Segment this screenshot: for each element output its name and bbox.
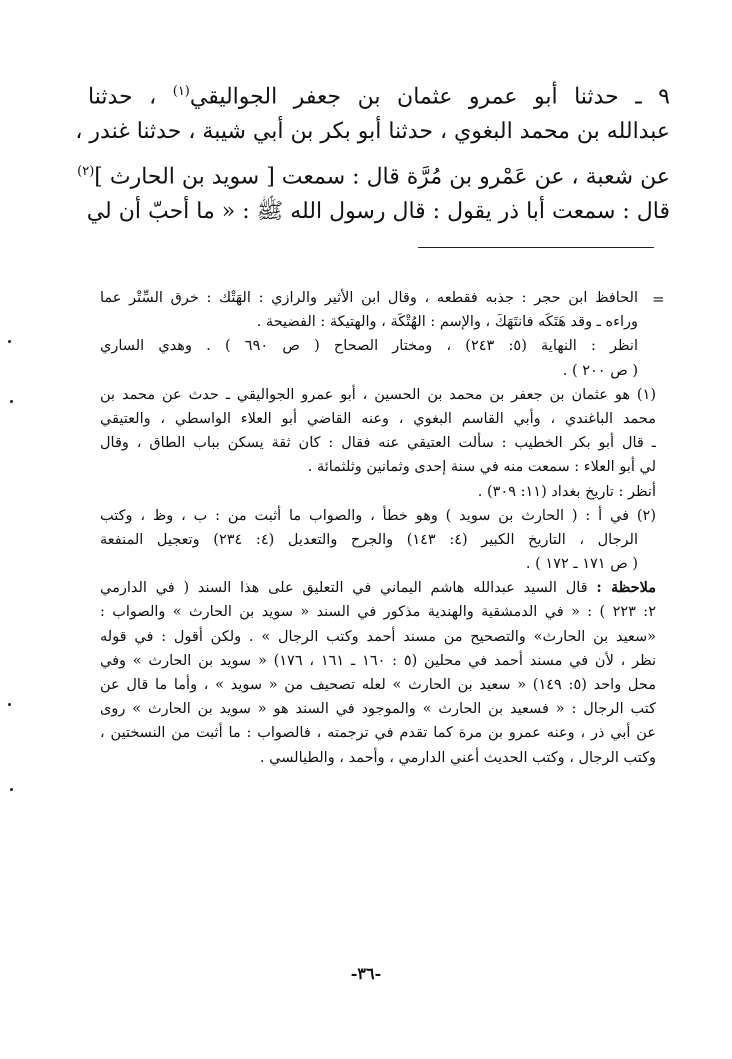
note-line: ملاحظة : قال السيد عبدالله هاشم اليماني في التعليق على هذا السند ( في الدارمي bbox=[100, 579, 656, 597]
footnote-ref-1[interactable]: (١) bbox=[172, 84, 190, 99]
footnote-ref-2[interactable]: (٢) bbox=[77, 164, 95, 179]
page-number: -٣٦- bbox=[350, 964, 382, 983]
note-line: نظر ، لأن في مسند أحمد في محلين (٥ : ١٦٠ ـ ١٦١ ، ١٧٦) « سويد بن الحارث » وفي bbox=[100, 652, 656, 669]
note-line: انظر : النهاية (٥: ٢٤٣) ، ومختار الصحاح ( ص ٦٩٠ ) . وهدي الساري bbox=[100, 338, 638, 355]
note-line: ـ قال أبو بكر الخطيب : سألت العتيقي عنه فقال : كان ثقة يسكن بباب الطاق ، وقال bbox=[100, 435, 656, 452]
continuation-mark: = bbox=[652, 290, 665, 308]
main-line-4: قال : سمعت أبا ذر يقول : قال رسول الله ﷺ : « ما أحبّ أن لي bbox=[86, 199, 670, 224]
scan-speck bbox=[8, 340, 11, 343]
main-line-2: عبدالله بن محمد البغوي ، حدثنا أبو بكر بن أبي شيبة ، حدثنا غندر ، bbox=[75, 119, 670, 144]
note-line: (١) هو عثمان بن جعفر بن محمد بن الحسين ، أبو عمرو الجواليقي ـ حدث عن محمد بن bbox=[100, 386, 656, 403]
note-line: عن أبي ذر ، وعنه عمرو بن مرة كما تقدم في ترجمته ، فالصواب : ما أثبت من النسختين ، bbox=[100, 725, 656, 742]
note-line: ( ص ١٧١ ـ ١٧٢ ) . bbox=[525, 556, 638, 573]
note-line: كتب الرجال : « فسعيد بن الحارث » والموجود في السند هو « سويد بن الحارث » روى bbox=[100, 701, 656, 718]
note-line: أنظر : تاريخ بغداد (١١: ٣٠٩) . bbox=[477, 483, 656, 500]
scan-speck bbox=[8, 703, 11, 706]
note-line: محل واحد (٥: ١٤٩) « سعيد بن الحارث » لعله تصحيف من « سويد » ، وأما ما قال عن bbox=[100, 677, 656, 693]
note-line: الحافظ ابن حجر : جذبه فقطعه ، وقال ابن الأثير والرازي : الهَتْك : خرق السِّتْر عما bbox=[100, 290, 638, 306]
note-line: (٢) في أ : ( الحارث بن سويد ) وهو خطأ ، والصواب ما أثبت من : ب ، وظ ، وكتب bbox=[100, 507, 656, 524]
main-line-3: عن شعبة ، عن عَمْرو بن مُرَّة قال : سمعت [ سويد بن الحارث ]$^{(٢)}$ bbox=[77, 164, 670, 190]
note-line: محمد الباغندي ، وأبي القاسم البغوي ، وعنه القاضي أبو العلاء الواسطي ، والعتيقي bbox=[100, 410, 656, 427]
note-line: ٢: ٢٢٣ ) : « في الدمشقية والهندية مذكور في السند « سويد بن الحارث » والصواب : bbox=[100, 604, 656, 621]
scan-speck bbox=[10, 400, 13, 403]
hadith-text bbox=[75, 72, 670, 232]
note-line: وكتب الرجال ، وكتب الحديث أعني الدارمي ، وأحمد ، والطيالسي . bbox=[259, 749, 656, 766]
note-label: ملاحظة : bbox=[596, 579, 656, 597]
footnotes bbox=[100, 286, 656, 770]
footnote-divider bbox=[418, 247, 654, 248]
note-line: «سعيد بن الحارث» والتصحيح من مسند أحمد وكتب الرجال » . ولكن أقول : في قوله bbox=[100, 628, 656, 645]
note-line: ( ص ٢٠٠ ) . bbox=[562, 362, 638, 379]
note-line: وراءه ـ وقد هَتَكَه فانتَهَكَ ، والإسم : الهُتْكَة ، والهتيكة : الفضيحة . bbox=[256, 314, 638, 331]
main-line-1: ٩ ـ حدثنا أبو عمرو عثمان بن جعفر الجواليقي$^{(١)}$ ، حدثنا bbox=[88, 84, 670, 110]
note-line: لي أبو العلاء : سمعت منه في سنة إحدى وثمانين وثلثمائة . bbox=[307, 459, 656, 476]
scan-speck bbox=[10, 788, 13, 791]
note-line: الرجال ، التاريخ الكبير (٤: ١٤٣) والجرح والتعديل (٤: ٢٣٤) وتعجيل المنفعة bbox=[100, 531, 639, 548]
